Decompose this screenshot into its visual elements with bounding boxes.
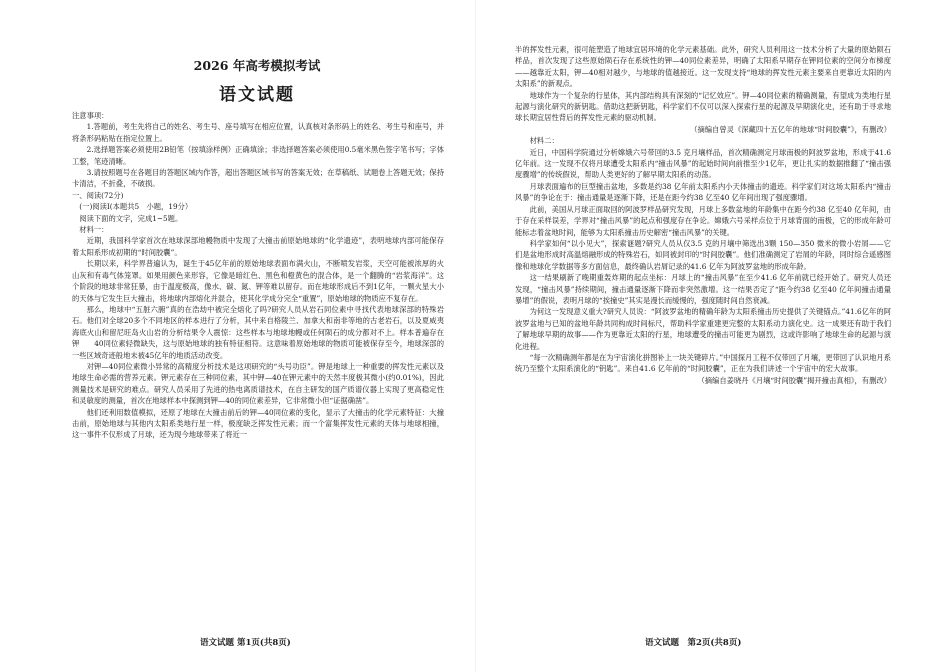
page-divider [475,0,476,672]
material-two-paragraph: 月球表面遍布的巨型撞击盆地，多数是约38 亿年前太阳系内小天体撞击的遗迹。科学家们对这场太阳系内“撞击风暴”的争论在于：撞击通量是逐渐下降，还是在距今约38 亿至40 亿年间出现了强度骤增。 [515,181,891,203]
material-one-paragraph: 长期以来，科学界普遍认为，诞生于45亿年前的原始地球表面布满火山，不断喷发岩浆，天空可能被浓厚的火山灰和有毒气体笼罩。如果用颜色来形容，它像是暗红色、黑色和橙黄色的混合体，是一个翻腾的“岩浆海洋”。这个阶段的地球非常狂暴，由于温度极高，像水、碳、氮、钾等难以留存。而在地球形成后不到1亿年，一颗火星大小的天体与它发生巨大撞击，将地球内部熔化并混合，使其化学成分完全“重置”，原始地球的物质应不复存在。 [72,259,444,303]
material-two-label: 材料二： [529,136,559,146]
material-two-paragraph: 近日，中国科学院通过分析嫦娥六号带回的3.5 克月壤样品，首次精确测定月球南极的阿波罗盆地，形成于41.6 亿年前。这一发现不仅将月球遭受太阳系内“撞击风暴”的起始时间向前推至少1亿年，更让扎实的数据推翻了“撞击强度骤增”的传统假说，帮助人类更好的了解早期太阳系的动荡。 [515,147,891,180]
material-two-paragraph: 为何这一发现意义重大?研究人员说：“阿波罗盆地的精确年龄为太阳系撞击历史提供了关键锚点。”41.6亿年的阿波罗盆地与已知的盆地年龄共同构成时间标尺，帮助科学家重建更完整的太阳系动力演化史。这一成果还有助于我们了解地球早期的故事——作为更靠近太阳的行星，地球遭受的撞击可能更为剧烈，这或许影响了地球生命的起源与演化进程。 [515,307,891,351]
material-one-paragraph: 近期，我国科学家首次在地球深部地幔物质中发现了大撞击前原始地球的“化学遗迹”，表明地球内部可能保存着太阳系形成初期的“时间胶囊”。 [72,236,444,257]
subject-title: 语文试题 [219,85,295,105]
material-one-paragraph: 对钾—40同位素微小异常的高精度分析技术是这项研究的“头号功臣”。钾是地球上一种重要的挥发性元素以及地球生命必需的营养元素。钾元素存在三种同位素，其中钾—40在钾元素中的天然丰度极其微小(约0.01%)，因此测量技术是研究的难点。研究人员采用了先进的热电离质谱技术，在自主研发的国产质谱仪器上实现了更高稳定性和灵敏度的测量，首次在地球样本中探测到钾—40的同位素差异，它非常微小但“证据确凿”。 [72,361,444,406]
material-two-paragraph: 此前，美国从月球正面取回的阿波罗样品研究发现，月球上多数盆地的年龄集中在距今约38 亿至40 亿年间，由于存在采样误差，学界对“撞击风暴”的起点和强度存在争论。嫦娥六号采样点位于月球背面的南极，它的形成年龄可能标志着盆地时间，能够为太阳系撞击历史解密“撞击风暴”的关键。 [515,204,891,237]
material-two-source: （摘编自姜晓丹《月壤“时间胶囊”揭开撞击真相》，有删改） [697,375,891,385]
material-two-paragraph: 科学家如何“以小见大”，探索谜题?研究人员从仅3.5 克的月壤中筛选出3颗 150—350 微米的微小岩屑——它们是盆地形成时高温熔融形成的特殊岩石，如同被封印的“时间胶囊”。他们准确测定了岩屑的年龄，同时综合遥感图像和地球化学数据等多方面信息，最终确认岩屑记录的41.6 亿年为阿波罗盆地的形成年龄。 [515,238,891,271]
page-footer-left: 语文试题 第1页(共8页) [200,638,291,648]
material-one-label: 材料一： [79,225,109,235]
left-column [72,110,444,441]
notice-item: 2.选择题答案必须使用2B铅笔（按填涂样例）正确填涂；非选择题答案必须使用0.5毫米黑色签字笔书写；字体工整，笔迹清晰。 [72,145,444,166]
right-column [515,44,891,386]
notice-heading: 注意事项： [72,111,109,120]
section-instruction: 阅读下面的文字，完成1~5题。 [79,213,183,223]
material-one-paragraph: 那么，地球中“五脏六腑”真的在浩劫中被完全熔化了吗?研究人员从岩石同位素中寻找代表地球深部的特殊岩石。他们对全球20多个不同地区的样本进行了分析，其中来自格陵兰、加拿大和南非等地的古老岩石，以及夏威夷海底火山和留尼旺岛火山岩的分析结果令人震惊：这些样本与地球地幔或任何陨石的成分都对不上。样本普遍存在钾 40同位素轻微缺失，这与原始地球的独有特征相符。这意味着原始地球的物质可能被保存至今，地球深部的一些区域奇迹般地未被45亿年的地质活动改变。 [72,304,445,360]
material-two-paragraph: “每一次精确测年都是在为宇宙演化拼图补上一块关键碎片。”中国探月工程不仅带回了月壤，更带回了认识地月系统乃至整个太阳系演化的“钥匙”。来自41.6 亿年前的“时间胶囊”，正在为我们讲述一个宇宙中的宏大故事。 [515,352,891,374]
material-one-continued: 半的挥发性元素，很可能塑造了地球宜居环境的化学元素基础。此外，研究人员利用这一技术分析了大量的原始陨石样品，首次发现了这些原始陨石存在系统性的钾—40同位素差异，明确了太阳系早期存在钾同位素的空间分布梯度——越靠近太阳，钾—40相对越少，与地球的值越接近。这一发现支持“地球的挥发性元素主要来自更靠近太阳的内太阳系”的新观点。 [515,45,891,89]
notice-item: 3.请按照题号在各题目的答题区域内作答，超出答题区域书写的答案无效；在草稿纸、试题卷上答题无效；保持卡清洁，不折叠，不破损。 [72,168,444,189]
page-footer-right: 语文试题 第2页(共8页) [645,638,742,648]
material-one-paragraph: 地球作为一个复杂的行星体，其内部结构具有深刻的“记忆效应”。钾—40同位素的精确测量，有望成为类地行星起源与演化研究的新钥匙。借助这把新钥匙，科学家们不仅可以深入探索行星的起源及早期演化史，还有助于寻求地球长期宜居性背后的挥发性元素的驱动机制。 [515,90,891,123]
material-two-paragraph: 这一结果刷新了晚期重轰炸期的起点坐标：月球上的“撞击风暴”在至少41.6 亿年前就已经开始了。研究人员还发现，“撞击风暴”持续期间，撞击通量逐渐下降而非突然激增。这一结果否定了“距今约38 亿至40 亿年间撞击通量暴增”的假说，表明月球的“挨撞史”其实是漫长而缓慢的，强度随时间自然衰减。 [515,273,891,305]
material-one-paragraph: 他们还利用数值模拟，还原了地球在大撞击前后的钾—40同位素的变化，显示了大撞击的化学元素特征：大撞击前，原始地球与其他内太阳系类地行星一样，极度缺乏挥发性元素；而一个富集挥发性元素的天体与地球相撞，这一事件不仅形成了月球，还为现今地球带来了将近一 [72,407,444,440]
material-one-source: （摘编自曾灵《深藏四十五亿年的地球“时间胶囊”》，有删改） [690,124,891,134]
section-subtitle: (一)阅读Ⅰ(本题共5 小题，19分） [79,202,193,212]
notice-item: 1.答题前，考生先将自己的姓名、考生号、座号填写在相应位置，认真核对条形码上的姓名、考生号和座号，并将条形码粘贴在指定位置上。 [72,122,444,143]
exam-title: 2026 年高考模拟考试 [193,58,321,73]
section-title: 一、阅读(72分) [72,190,124,200]
